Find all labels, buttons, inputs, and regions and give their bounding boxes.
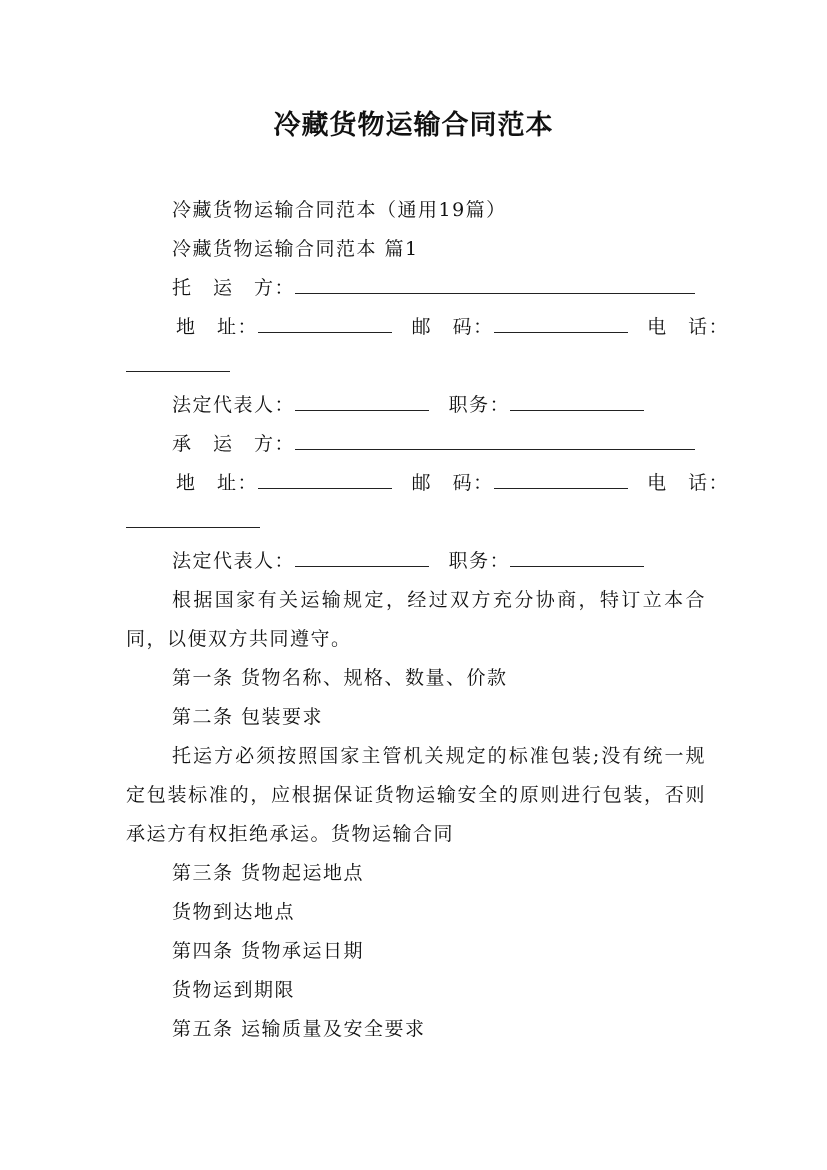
article-3-heading: 第三条 货物起运地点	[172, 862, 365, 884]
postcode-blank[interactable]	[494, 466, 628, 489]
shipper-phone-row	[126, 347, 706, 386]
shipper-blank[interactable]	[295, 271, 695, 294]
legal-rep-label: 法定代表人：	[172, 550, 296, 572]
destination-line: 货物到达地点	[172, 901, 296, 923]
address-blank[interactable]	[258, 466, 392, 489]
address-label: 地 址：	[176, 472, 259, 494]
phone-blank[interactable]	[126, 349, 230, 372]
phone-blank[interactable]	[126, 505, 260, 528]
deadline-line: 货物运到期限	[172, 979, 296, 1001]
article-2-body: 托运方必须按照国家主管机关规定的标准包装;没有统一规定包装标准的，应根据保证货物运输安全的原则进行包装，否则承运方有权拒绝承运。货物运输合同	[126, 745, 706, 845]
legal-rep-label: 法定代表人：	[172, 394, 296, 416]
address-blank[interactable]	[258, 310, 392, 333]
intro-paragraph: 根据国家有关运输规定，经过双方充分协商，特订立本合同，以便双方共同遵守。	[126, 589, 706, 650]
phone-label: 电 话：	[647, 316, 730, 338]
postcode-label: 邮 码：	[411, 472, 494, 494]
carrier-phone-row	[126, 503, 706, 542]
shipper-legal-rep-row	[126, 386, 752, 425]
shipper-label: 托 运 方：	[172, 277, 296, 299]
carrier-label: 承 运 方：	[172, 433, 296, 455]
position-label: 职务：	[448, 394, 511, 416]
shipper-address-row	[126, 308, 756, 347]
position-blank[interactable]	[510, 544, 644, 567]
document-subtitle: 冷藏货物运输合同范本（通用19篇）	[172, 199, 507, 221]
article-1-heading: 第一条 货物名称、规格、数量、价款	[172, 667, 508, 689]
position-label: 职务：	[448, 550, 511, 572]
phone-label: 电 话：	[647, 472, 730, 494]
section-heading: 冷藏货物运输合同范本 篇1	[172, 238, 419, 260]
postcode-label: 邮 码：	[411, 316, 494, 338]
shipper-row	[126, 269, 752, 308]
position-blank[interactable]	[510, 388, 644, 411]
carrier-address-row	[126, 464, 756, 503]
carrier-row	[126, 425, 752, 464]
legal-rep-blank[interactable]	[295, 544, 429, 567]
address-label: 地 址：	[176, 316, 259, 338]
article-5-heading: 第五条 运输质量及安全要求	[172, 1018, 426, 1040]
carrier-blank[interactable]	[295, 427, 695, 450]
carrier-legal-rep-row	[126, 542, 752, 581]
postcode-blank[interactable]	[494, 310, 628, 333]
legal-rep-blank[interactable]	[295, 388, 429, 411]
document-title: 冷藏货物运输合同范本	[273, 110, 554, 141]
article-4-heading: 第四条 货物承运日期	[172, 940, 365, 962]
article-2-heading: 第二条 包装要求	[172, 706, 324, 728]
